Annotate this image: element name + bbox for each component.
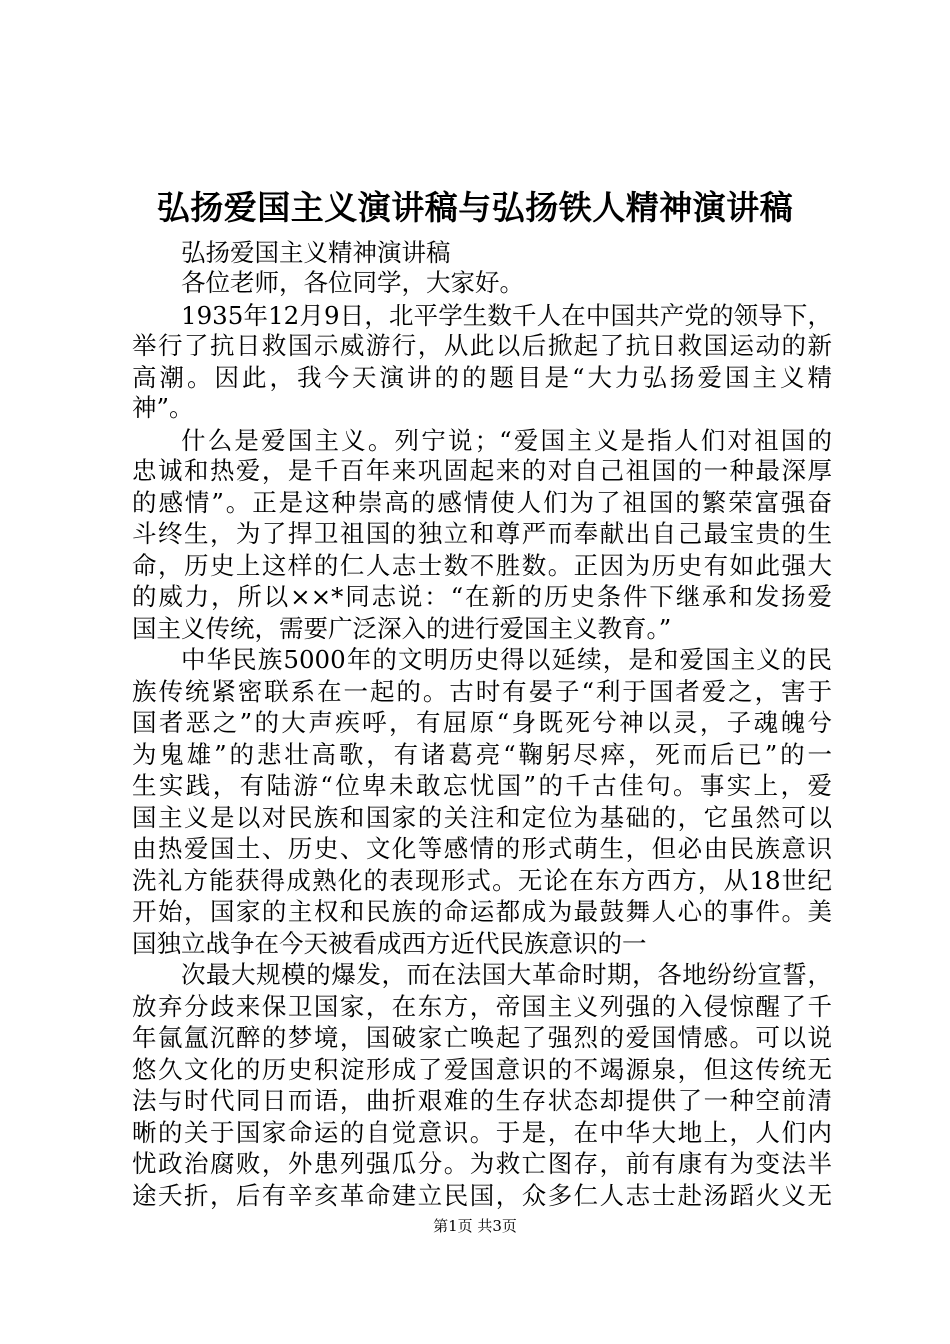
text-line: 国主义传统，需要广泛深入的进行爱国主义教育。” bbox=[132, 614, 672, 643]
text-line: 1935年12月9日，北平学生数千人在中国共产党的领导下， bbox=[181, 301, 832, 330]
text-line: 开始，国家的主权和民族的命运都成为最鼓舞人心的事件。美 bbox=[132, 897, 832, 926]
text-line: 族传统紧密联系在一起的。古时有晏子“利于国者爱之，害于 bbox=[132, 677, 832, 706]
text-line: 悠久文化的历史积淀形成了爱国意识的不竭源泉，但这传统无 bbox=[132, 1055, 832, 1084]
text-line: 命，历史上这样的仁人志士数不胜数。正因为历史有如此强大 bbox=[132, 551, 832, 580]
text-line: 举行了抗日救国示威游行，从此以后掀起了抗日救国运动的新 bbox=[132, 331, 832, 360]
page-number-footer: 第1页 共3页 bbox=[433, 1217, 517, 1235]
text-line: 为鬼雄”的悲壮高歌，有诸葛亮“鞠躬尽瘁，死而后已”的一 bbox=[132, 740, 832, 769]
text-line: 什么是爱国主义。列宁说；“爱国主义是指人们对祖国的 bbox=[181, 426, 832, 455]
text-line: 法与时代同日而语，曲折艰难的生存状态却提供了一种空前清 bbox=[132, 1086, 832, 1115]
text-line: 各位老师，各位同学，大家好。 bbox=[181, 268, 524, 297]
text-line: 国者恶之”的大声疾呼，有屈原“身既死兮神以灵，子魂魄兮 bbox=[132, 708, 832, 737]
text-line: 晰的关于国家命运的自觉意识。于是，在中华大地上，人们内 bbox=[132, 1118, 832, 1147]
text-line: 高潮。因此，我今天演讲的的题目是“大力弘扬爱国主义精 bbox=[132, 363, 832, 392]
text-line: 忧政治腐败，外患列强瓜分。为救亡图存，前有康有为变法半 bbox=[132, 1149, 832, 1178]
text-line: 的感情”。正是这种崇高的感情使人们为了祖国的繁荣富强奋 bbox=[132, 488, 832, 517]
text-line: 弘扬爱国主义精神演讲稿 bbox=[181, 238, 451, 267]
text-line: 神”。 bbox=[132, 393, 194, 422]
text-line: 途夭折，后有辛亥革命建立民国，众多仁人志士赴汤蹈火义无 bbox=[132, 1181, 832, 1210]
text-line: 放弃分歧来保卫国家，在东方，帝国主义列强的入侵惊醒了千 bbox=[132, 992, 832, 1021]
text-line: 洗礼方能获得成熟化的表现形式。无论在东方西方，从18世纪 bbox=[132, 866, 832, 895]
text-line: 生实践，有陆游“位卑未敢忘忧国”的千古佳句。事实上，爱 bbox=[132, 771, 832, 800]
text-line: 国独立战争在今天被看成西方近代民族意识的一 bbox=[132, 929, 647, 958]
text-line: 中华民族5000年的文明历史得以延续，是和爱国主义的民 bbox=[181, 645, 832, 674]
text-line: 斗终生，为了捍卫祖国的独立和尊严而奉献出自己最宝贵的生 bbox=[132, 519, 832, 548]
text-line: 忠诚和热爱，是千百年来巩固起来的对自己祖国的一种最深厚 bbox=[132, 456, 832, 485]
text-line: 年氤氲沉醉的梦境，国破家亡唤起了强烈的爱国情感。可以说 bbox=[132, 1023, 832, 1052]
document-title: 弘扬爱国主义演讲稿与弘扬铁人精神演讲稿 bbox=[156, 188, 794, 227]
text-line: 次最大规模的爆发，而在法国大革命时期，各地纷纷宣誓， bbox=[181, 960, 832, 989]
text-line: 国主义是以对民族和国家的关注和定位为基础的，它虽然可以 bbox=[132, 803, 832, 832]
text-line: 由热爱国土、历史、文化等感情的形式萌生，但必由民族意识 bbox=[132, 834, 832, 863]
text-line: 的威力，所以××*同志说：“在新的历史条件下继承和发扬爱 bbox=[132, 582, 832, 611]
